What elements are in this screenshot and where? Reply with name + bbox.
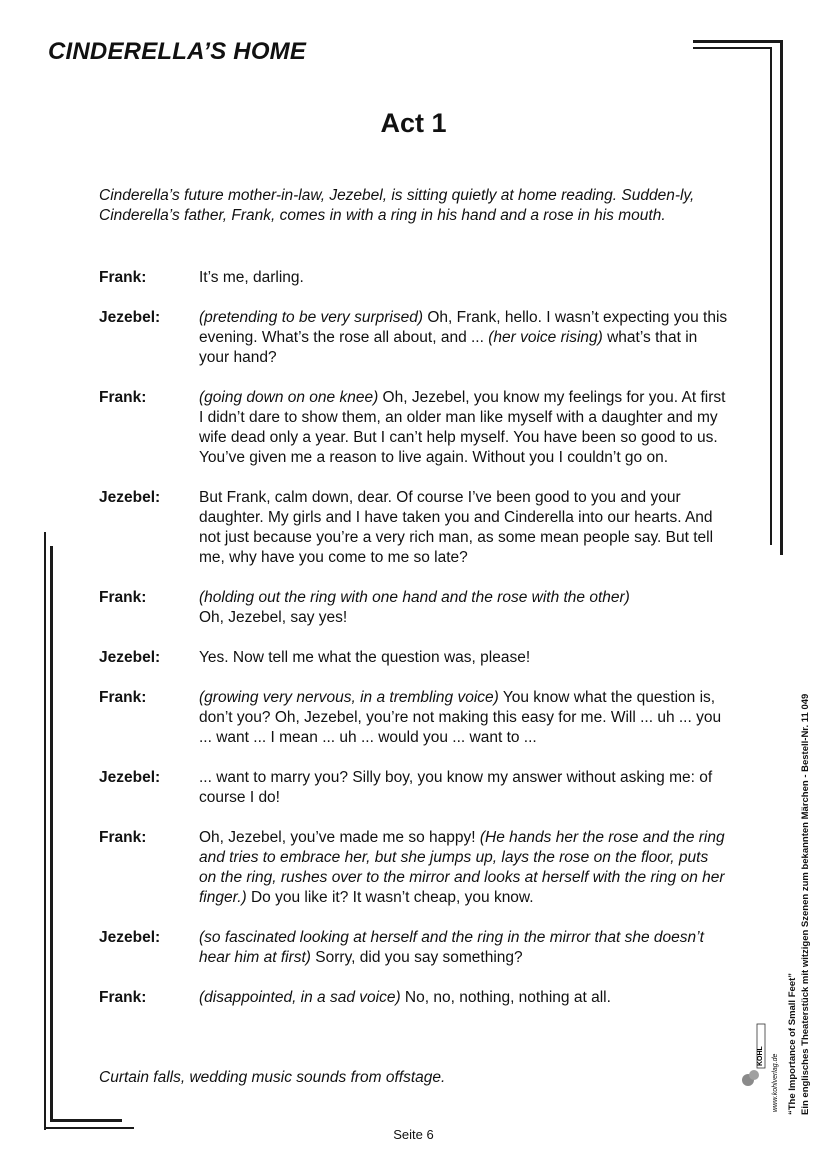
- act-title: Act 1: [380, 108, 447, 138]
- speech-text: [199, 988, 729, 1008]
- dialogue-line: [99, 388, 729, 468]
- spoken-text: It’s me, darling.: [199, 269, 304, 286]
- stage-direction-curtain: Curtain falls, wedding music sounds from offstage.: [99, 1069, 446, 1086]
- speaker-name: Frank:: [99, 689, 147, 706]
- dialogue: [99, 268, 729, 1028]
- stage-direction: (going down on one knee): [199, 389, 379, 406]
- spoken-text: Yes. Now tell me what the question was, please!: [199, 649, 531, 666]
- dialogue-line: [99, 268, 729, 288]
- speech-text: [199, 928, 729, 968]
- speech-text: [199, 828, 729, 908]
- sidebar-subtitle: Ein englisches Theaterstück mit witzigen Szenen zum bekannten Märchen - Bestell-Nr. 11 049: [800, 693, 811, 1115]
- publisher-logo-icon: [740, 1020, 766, 1090]
- publisher-logo-text: KOHL: [757, 1046, 764, 1066]
- dialogue-line: [99, 688, 729, 748]
- stage-direction: (holding out the ring with one hand and the rose with the other): [199, 589, 630, 606]
- speaker-name: Frank:: [99, 989, 147, 1006]
- speech-text: [199, 648, 729, 668]
- speech-text: [199, 588, 729, 628]
- frame-top-line-inner: [693, 47, 771, 49]
- spoken-text: Oh, Frank, hello. I wasn’t expecting you this evening. What’s the rose all about, and ...: [199, 309, 728, 346]
- spoken-text: Do you like it? It wasn’t cheap, you know.: [246, 889, 534, 906]
- spoken-text: Oh, Jezebel, you’ve made me so happy!: [199, 829, 480, 846]
- spoken-text: Oh, Jezebel, you know my feelings for you. At first I didn’t dare to show them, an older man like myself with a daughter and my wife dead only a year. But I can’t help myself. You have been so good to us. You’ve given me a reason to live again. Without you I couldn’t go on.: [199, 389, 726, 466]
- page-number: Seite 6: [393, 1127, 434, 1142]
- speech-text: [199, 768, 729, 808]
- speaker-name: Frank:: [99, 269, 147, 286]
- dialogue-line: [99, 648, 729, 668]
- stage-direction: (her voice rising): [488, 329, 603, 346]
- speaker-name: Frank:: [99, 389, 147, 406]
- speech-text: [199, 688, 729, 748]
- speech-text: [199, 268, 729, 288]
- dialogue-line: [99, 768, 729, 808]
- page-header: CINDERELLA’S HOME: [48, 38, 307, 65]
- dialogue-line: [99, 588, 729, 628]
- dialogue-line: [99, 928, 729, 968]
- sidebar-info: [786, 565, 812, 1115]
- sidebar-title: “The Importance of Small Feet”: [787, 973, 798, 1115]
- speech-text: [199, 388, 729, 468]
- frame-left-line-outer: [44, 532, 46, 1130]
- spoken-text: Sorry, did you say something?: [310, 949, 523, 966]
- frame-bottom-line-inner: [50, 1119, 122, 1122]
- speaker-name: Jezebel:: [99, 649, 161, 666]
- stage-direction: (so fascinated looking at herself and the ring in the mirror that she doesn’t hear him at first): [199, 929, 704, 966]
- stage-direction: (disappointed, in a sad voice): [199, 989, 401, 1006]
- spoken-text: what’s that in your hand?: [199, 329, 698, 366]
- speaker-name: Jezebel:: [99, 769, 161, 786]
- spoken-text: You know what the question is, don’t you? Oh, Jezebel, you’re not making this easy for me. Will ... uh ... you ... want ... I mean ... uh ... would you ... want to ...: [199, 689, 722, 746]
- spoken-text: Oh, Jezebel, say yes!: [199, 609, 348, 626]
- spoken-text: But Frank, calm down, dear. Of course I’ve been good to you and your daughter. My girls and I have taken you and Cinderella into our hearts. And not just because you’re a very rich man, as some mean people say. But tell me, why have you come to me so late?: [199, 489, 714, 566]
- stage-direction: (He hands her the rose and the ring and tries to embrace her, but she jumps up, lays the rose on the floor, puts on the ring, rushes over to the mirror and looks at herself with the ring on her finger.): [199, 829, 725, 906]
- dialogue-line: [99, 828, 729, 908]
- scene-intro: Cinderella’s future mother-in-law, Jezebel, is sitting quietly at home reading. Sudden-ly, Cinderella’s father, Frank, comes in with a ring in his hand and a rose in his mouth.: [99, 187, 695, 224]
- stage-direction: (pretending to be very surprised): [199, 309, 424, 326]
- spoken-text: No, no, nothing, nothing at all.: [400, 989, 611, 1006]
- speaker-name: Jezebel:: [99, 309, 161, 326]
- dialogue-line: [99, 308, 729, 368]
- dialogue-line: [99, 488, 729, 568]
- speaker-name: Frank:: [99, 829, 147, 846]
- spoken-text: ... want to marry you? Silly boy, you know my answer without asking me: of course I do!: [199, 769, 713, 806]
- frame-left-line-inner: [50, 546, 53, 1122]
- dialogue-line: [99, 988, 729, 1008]
- speaker-name: Jezebel:: [99, 929, 161, 946]
- speaker-name: Frank:: [99, 589, 147, 606]
- publisher-url: www.kohlverlag.de: [772, 1053, 779, 1112]
- speech-text: [199, 488, 729, 568]
- frame-top-line-outer: [693, 40, 783, 43]
- speech-text: [199, 308, 729, 368]
- stage-direction: (growing very nervous, in a trembling voice): [199, 689, 499, 706]
- speaker-name: Jezebel:: [99, 489, 161, 506]
